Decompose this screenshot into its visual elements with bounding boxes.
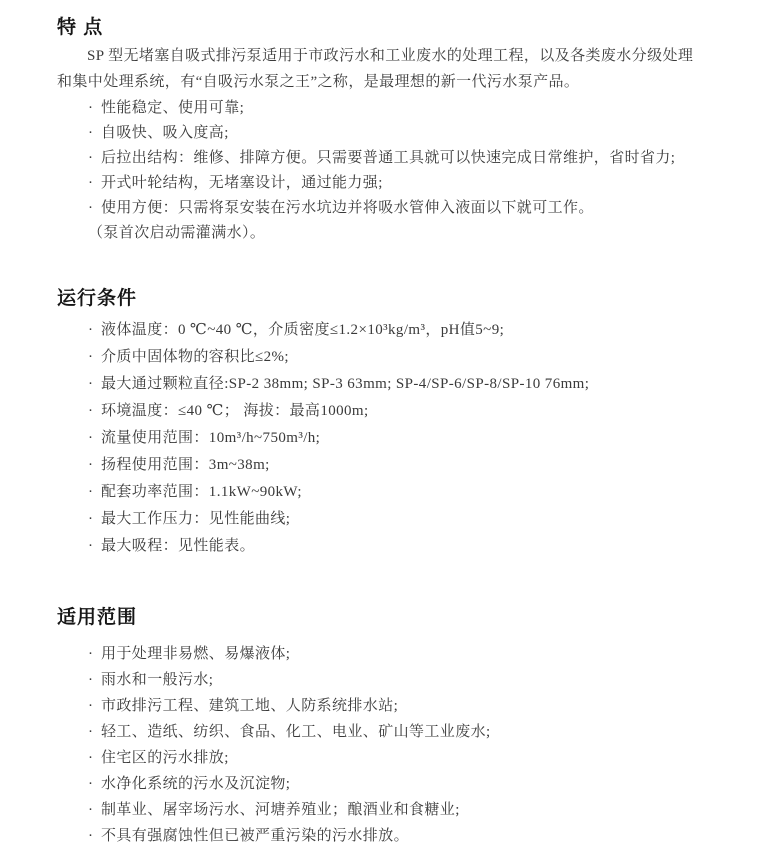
list-item [88, 719, 725, 745]
bullet-icon: · [88, 511, 94, 527]
list-item-text: 使用方便：只需将泵安装在污水坑边并将吸水管伸入液面以下就可工作。 [101, 200, 594, 216]
list-item-text: 用于处理非易燃、易爆液体; [101, 646, 291, 662]
operating-conditions-list [57, 317, 725, 560]
list-item-text: 最大吸程：见性能表。 [101, 538, 256, 554]
list-item-text: 不具有强腐蚀性但已被严重污染的污水排放。 [101, 828, 410, 844]
section-operating-conditions [57, 287, 725, 560]
list-item-text: 最大通过颗粒直径:SP-2 38mm; SP-3 63mm; SP-4/SP-6/SP-8/SP-10 76mm; [101, 376, 590, 392]
bullet-icon: · [88, 430, 94, 446]
section-features [57, 16, 725, 246]
application-scope-list [57, 641, 725, 849]
bullet-icon: · [88, 646, 94, 662]
list-item [88, 823, 725, 849]
bullet-icon: · [88, 376, 94, 392]
list-item [88, 533, 725, 560]
list-item-text: 市政排污工程、建筑工地、人防系统排水站; [101, 698, 399, 714]
list-item [88, 745, 725, 771]
features-list [57, 96, 725, 221]
bullet-icon: · [88, 175, 94, 191]
bullet-icon: · [88, 724, 94, 740]
features-title: 特 点 [57, 17, 104, 38]
bullet-icon: · [88, 150, 94, 166]
list-item [88, 196, 725, 221]
bullet-icon: · [88, 698, 94, 714]
list-item-text: 开式叶轮结构，无堵塞设计，通过能力强; [101, 175, 383, 191]
list-item [88, 371, 725, 398]
list-item [88, 641, 725, 667]
section-application-scope [57, 606, 725, 849]
list-item-text: 轻工、造纸、纺织、食品、化工、电业、矿山等工业废水; [101, 724, 491, 740]
list-item-text: 扬程使用范围：3m~38m; [101, 457, 270, 473]
list-item-text: 制革业、屠宰场污水、河塘养殖业；酿酒业和食糖业; [101, 802, 460, 818]
bullet-icon: · [88, 750, 94, 766]
list-item-text: 配套功率范围：1.1kW~90kW; [101, 484, 302, 500]
list-item-text: 性能稳定、使用可靠; [101, 100, 245, 116]
bullet-icon: · [88, 100, 94, 116]
features-intro [57, 43, 725, 95]
bullet-icon: · [88, 125, 94, 141]
list-item-text: 最大工作压力：见性能曲线; [101, 511, 291, 527]
list-item [88, 398, 725, 425]
list-item [88, 506, 725, 533]
list-item [88, 146, 725, 171]
bullet-icon: · [88, 322, 94, 338]
list-item-text: 雨水和一般污水; [101, 672, 214, 688]
list-item [88, 693, 725, 719]
bullet-icon: · [88, 802, 94, 818]
bullet-icon: · [88, 484, 94, 500]
list-item [88, 171, 725, 196]
list-item [88, 425, 725, 452]
application-scope-title: 适用范围 [57, 607, 138, 628]
bullet-icon: · [88, 457, 94, 473]
list-item-text: 自吸快、吸入度高; [101, 125, 229, 141]
bullet-icon: · [88, 349, 94, 365]
list-item-text: 介质中固体物的容积比≤2%; [101, 349, 289, 365]
bullet-icon: · [88, 538, 94, 554]
bullet-icon: · [88, 776, 94, 792]
list-item [88, 96, 725, 121]
bullet-icon: · [88, 672, 94, 688]
list-item-text: 液体温度：0 ℃~40 ℃，介质密度≤1.2×10³kg/m³，pH值5~9; [101, 322, 505, 338]
list-item [88, 452, 725, 479]
list-item [88, 771, 725, 797]
list-item [88, 797, 725, 823]
list-item [88, 479, 725, 506]
list-item-text: 环境温度：≤40 ℃； 海拔：最高1000m; [101, 403, 369, 419]
list-item-text: 水净化系统的污水及沉淀物; [101, 776, 291, 792]
list-item-text: 后拉出结构：维修、排障方便。只需要普通工具就可以快速完成日常维护，省时省力; [101, 150, 676, 166]
features-note: （泵首次启动需灌满水）。 [88, 225, 266, 241]
intro-line: 和集中处理系统，有“自吸污水泵之王”之称，是最理想的新一代污水泵产品。 [57, 74, 580, 90]
list-item [88, 317, 725, 344]
bullet-icon: · [88, 828, 94, 844]
list-item [88, 344, 725, 371]
list-item [88, 121, 725, 146]
list-item-text: 住宅区的污水排放; [101, 750, 229, 766]
list-item [88, 667, 725, 693]
bullet-icon: · [88, 200, 94, 216]
intro-line: SP 型无堵塞自吸式排污泵适用于市政污水和工业废水的处理工程，以及各类废水分级处理 [87, 48, 694, 64]
operating-conditions-title: 运行条件 [57, 288, 138, 309]
bullet-icon: · [88, 403, 94, 419]
list-item-text: 流量使用范围：10m³/h~750m³/h; [101, 430, 321, 446]
